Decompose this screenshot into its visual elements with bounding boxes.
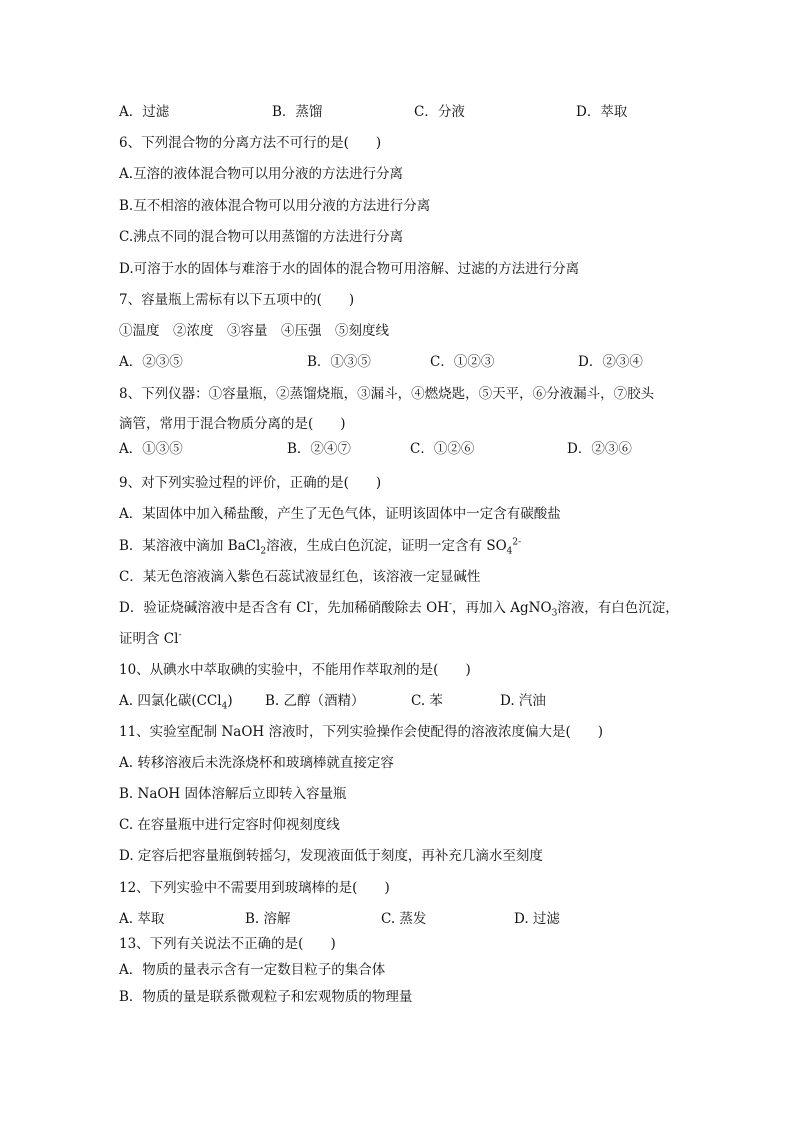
- q11-option-a: A. 转移溶液后未洗涤烧杯和玻璃棒就直接定容: [119, 755, 394, 771]
- q11-option-d: D. 定容后把容量瓶倒转摇匀，发现液面低于刻度，再补充几滴水至刻度: [119, 848, 543, 864]
- q10-option-a: A. 四氯化碳(CCl$_4$): [119, 693, 233, 712]
- q7-items: ①温度 ②浓度 ③容量 ④压强 ⑤刻度线: [119, 323, 389, 339]
- q11-stem: 11、实验室配制 NaOH 溶液时，下列实验操作会使配得的溶液浓度偏大是( ): [119, 724, 603, 740]
- q8-stem-line1: 8、下列仪器：①容量瓶，②蒸馏烧瓶，③漏斗，④燃烧匙，⑤天平，⑥分液漏斗，⑦胶头: [119, 386, 655, 402]
- q5-option-a: A．过滤: [119, 104, 170, 120]
- q7-option-b: B．①③⑤: [307, 354, 371, 370]
- q9-option-a: A．某固体中加入稀盐酸，产生了无色气体，证明该固体中一定含有碳酸盐: [119, 506, 561, 522]
- q12-option-d: D. 过滤: [514, 911, 560, 927]
- q5-option-b: B．蒸馏: [272, 104, 323, 120]
- q13-option-a: A．物质的量表示含有一定数目粒子的集合体: [119, 962, 386, 978]
- q6-stem: 6、下列混合物的分离方法不可行的是( ): [119, 135, 382, 151]
- q13-stem: 13、下列有关说法不正确的是( ): [119, 936, 336, 952]
- q9-option-c: C．某无色溶液滴入紫色石蕊试液显红色，该溶液一定显碱性: [119, 569, 481, 585]
- q5-option-d: D．萃取: [576, 104, 628, 120]
- q8-option-d: D．②③⑥: [567, 441, 632, 457]
- q12-option-b: B. 溶解: [245, 911, 291, 927]
- q9-option-b: B．某溶液中滴加 BaCl$_2$溶液，生成白色沉淀，证明一定含有 $SO_4^{2-}$: [119, 537, 522, 557]
- q13-option-b: B．物质的量是联系微观粒子和宏观物质的物理量: [119, 989, 413, 1005]
- q12-stem: 12、下列实验中不需要用到玻璃棒的是( ): [119, 880, 390, 896]
- q9-option-d: D．验证烧碱溶液中是否含有 Cl-，先加稀硝酸除去 OH-，再加入 AgNO$_3$溶液，有白色沉淀，: [119, 599, 679, 619]
- q6-option-b: B.互不相溶的液体混合物可以用分液的方法进行分离: [119, 198, 431, 214]
- q6-option-d: D.可溶于水的固体与难溶于水的固体的混合物可用溶解、过滤的方法进行分离: [119, 261, 580, 277]
- q9-stem: 9、对下列实验过程的评价，正确的是( ): [119, 475, 382, 491]
- q12-option-a: A. 萃取: [119, 911, 165, 927]
- q10-option-c: C. 苯: [411, 693, 443, 709]
- q8-option-c: C．①②⑥: [410, 441, 475, 457]
- q11-option-b: B. NaOH 固体溶解后立即转入容量瓶: [119, 786, 347, 802]
- q8-stem-line2: 滴管，常用于混合物质分离的是( ): [119, 416, 346, 432]
- q7-option-a: A．②③⑤: [119, 354, 183, 370]
- q10-option-d: D. 汽油: [500, 693, 546, 709]
- q7-option-c: C．①②③: [430, 354, 495, 370]
- q8-option-a: A．①③⑤: [119, 441, 183, 457]
- q11-option-c: C. 在容量瓶中进行定容时仰视刻度线: [119, 817, 340, 833]
- q5-option-c: C．分液: [414, 104, 465, 120]
- q8-option-b: B．②④⑦: [287, 441, 351, 457]
- q10-stem: 10、从碘水中萃取碘的实验中，不能用作萃取剂的是( ): [119, 662, 471, 678]
- q6-option-c: C.沸点不同的混合物可以用蒸馏的方法进行分离: [119, 229, 404, 245]
- q12-option-c: C. 蒸发: [381, 911, 427, 927]
- q6-option-a: A.互溶的液体混合物可以用分液的方法进行分离: [119, 166, 404, 182]
- q10-option-b: B. 乙醇（酒精）: [265, 693, 365, 709]
- q7-stem: 7、容量瓶上需标有以下五项中的( ): [119, 292, 355, 308]
- q7-option-d: D．②③④: [578, 354, 643, 370]
- q9-option-d-cont: 证明含 Cl-: [119, 630, 182, 647]
